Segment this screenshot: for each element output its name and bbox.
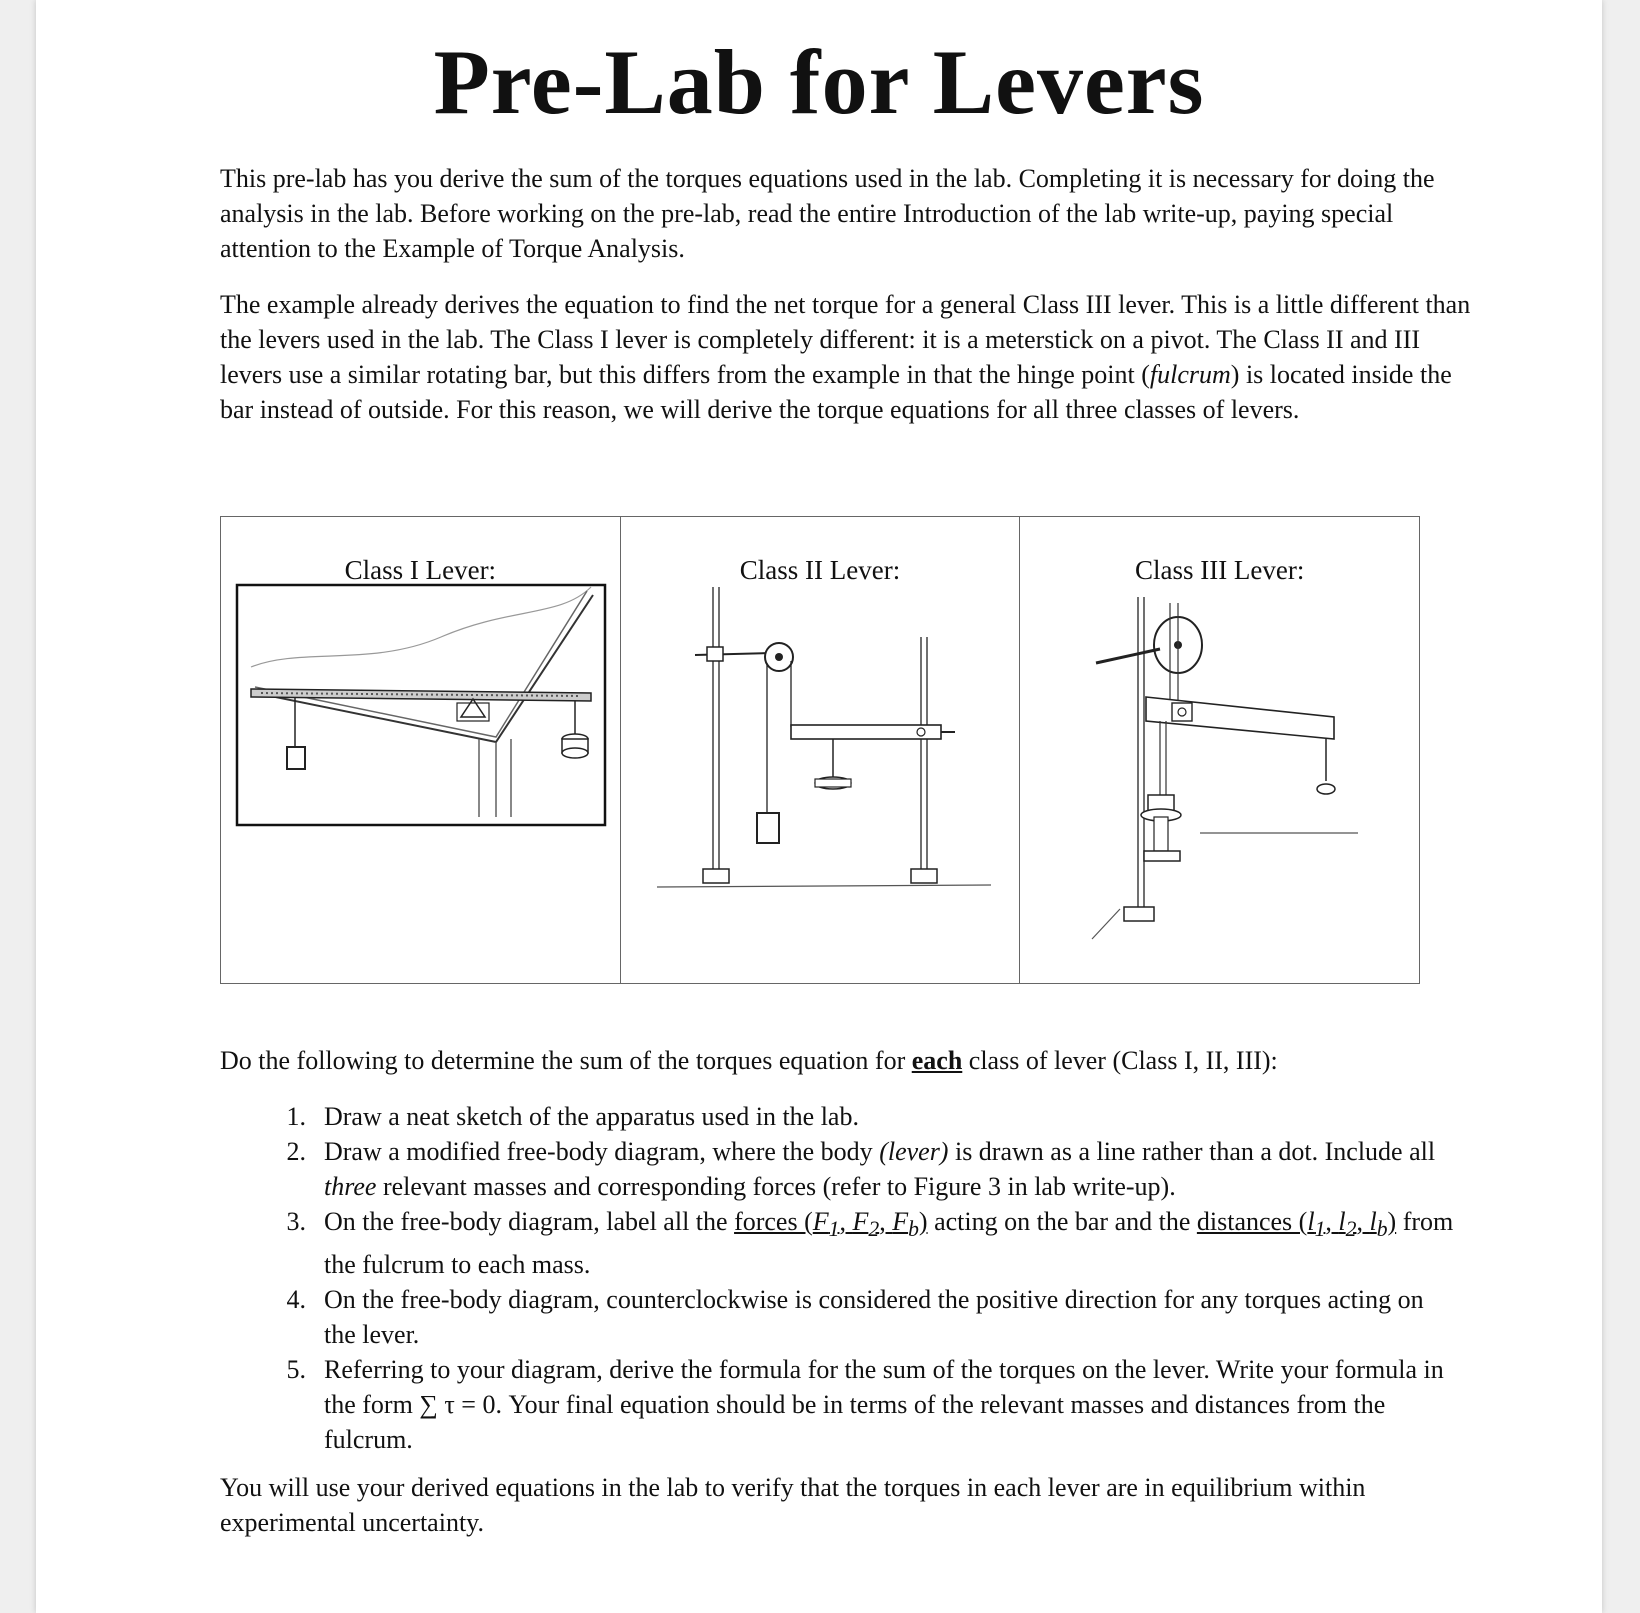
each-emphasis: each (911, 1046, 963, 1075)
step-number: 4. (286, 1285, 306, 1315)
instructions-intro (220, 1043, 1480, 1078)
distances-word: distances ( (1196, 1207, 1308, 1236)
example-paragraph (220, 287, 1480, 427)
step-text-c: from the fulcrum to each mass. (324, 1207, 1454, 1280)
distances-list (1196, 1207, 1397, 1242)
force-f2: F (852, 1207, 869, 1236)
step-text-c: relevant masses and corresponding forces (refer to Figure 3 in lab write-up). (376, 1172, 1176, 1201)
paren-close: ) (1387, 1207, 1397, 1236)
force-f2-sub: 2 (868, 1217, 880, 1242)
step-number: 2. (286, 1137, 306, 1166)
three-term: three (324, 1172, 377, 1201)
forces-list (734, 1207, 928, 1242)
sep: , (1325, 1207, 1339, 1236)
figure-label-class-1: Class I Lever: (344, 555, 497, 585)
sep: , (839, 1207, 853, 1236)
step-text-a: Draw a modified free-body diagram, where the body (324, 1137, 880, 1166)
figure-cell-class-3 (1020, 517, 1419, 983)
dist-l2-sub: 2 (1345, 1217, 1357, 1242)
step-item (266, 1099, 1456, 1134)
step-number: 3. (286, 1207, 306, 1236)
page-title: Pre-Lab for Levers (433, 31, 1205, 133)
step-text-b: . Your final equation should be in terms of the relevant masses and distances from the fulcrum. (324, 1390, 1386, 1455)
paren-close: ) (918, 1207, 928, 1236)
dist-l1: l (1307, 1207, 1315, 1236)
force-fb-sub: b (908, 1217, 919, 1242)
class-1-lever-drawing (221, 517, 621, 983)
force-f1: F (812, 1207, 829, 1236)
lever-term: (lever) (879, 1137, 949, 1166)
figure-cell-class-1 (221, 517, 621, 983)
step-number: 5. (286, 1355, 306, 1385)
step-item (266, 1134, 1456, 1204)
forces-word: forces ( (734, 1207, 813, 1236)
figure-label-class-2: Class II Lever: (739, 555, 901, 585)
sep: , (1356, 1207, 1370, 1236)
step-text-a: On the free-body diagram, label all the (324, 1207, 735, 1236)
step-item (266, 1282, 1456, 1352)
class-3-lever-drawing (1020, 517, 1420, 983)
intro-paragraph: This pre-lab has you derive the sum of the torques equations used in the lab. Completing it is necessary for doing the analysis in the lab. Before working on the pre-lab, read the entire Introduction of the lab write-up, paying special attention to the Example of Torque Analysis. (220, 164, 1435, 263)
step-text: On the free-body diagram, counterclockwise is considered the positive direction for any torques acting on the lever. (324, 1285, 1424, 1350)
instruction-steps (266, 1099, 1456, 1457)
instructions-intro-b: class of lever (Class I, II, III): (962, 1046, 1278, 1075)
step-number: 1. (286, 1102, 306, 1131)
dist-l1-sub: 1 (1314, 1217, 1326, 1242)
force-fb: F (892, 1207, 909, 1236)
force-f1-sub: 1 (828, 1217, 840, 1242)
instructions-intro-a: Do the following to determine the sum of the torques equation for (220, 1046, 912, 1075)
step-text: Draw a neat sketch of the apparatus used in the lab. (324, 1102, 859, 1131)
step-text-a: Referring to your diagram, derive the formula for the sum of the torques on the lever. Write your formula in the form (324, 1355, 1444, 1420)
step-item (266, 1352, 1456, 1457)
dist-l2: l (1338, 1207, 1346, 1236)
dist-lb: l (1369, 1207, 1377, 1236)
document-page (36, 0, 1602, 1613)
step-item (266, 1204, 1456, 1282)
class-2-lever-drawing (621, 517, 1021, 983)
dist-lb-sub: b (1376, 1217, 1388, 1242)
step-text-b: acting on the bar and the (927, 1207, 1197, 1236)
example-text-a: The example already derives the equation to find the net torque for a general Class III lever. This is a little different than the levers used in the lab. The Class I lever is completely different: it is a meterstick on a pivot. The Class II and III levers use a similar rotating bar, but this differs from the example in that the hinge point ( (220, 290, 1471, 389)
closing-paragraph: You will use your derived equations in the lab to verify that the torques in each lever are in equilibrium within experimental uncertainty. (220, 1473, 1366, 1537)
example-text-b: ) is located inside the bar instead of outside. For this reason, we will derive the torque equations for all three classes of levers. (220, 360, 1452, 424)
sep: , (879, 1207, 893, 1236)
torque-formula: ∑ τ = 0 (419, 1390, 496, 1420)
lever-figure-table (220, 516, 1420, 984)
fulcrum-term: fulcrum (1149, 360, 1231, 389)
figure-cell-class-2 (621, 517, 1021, 983)
figure-label-class-3: Class III Lever: (1134, 555, 1305, 585)
step-text-b: is drawn as a line rather than a dot. Include all (948, 1137, 1436, 1166)
